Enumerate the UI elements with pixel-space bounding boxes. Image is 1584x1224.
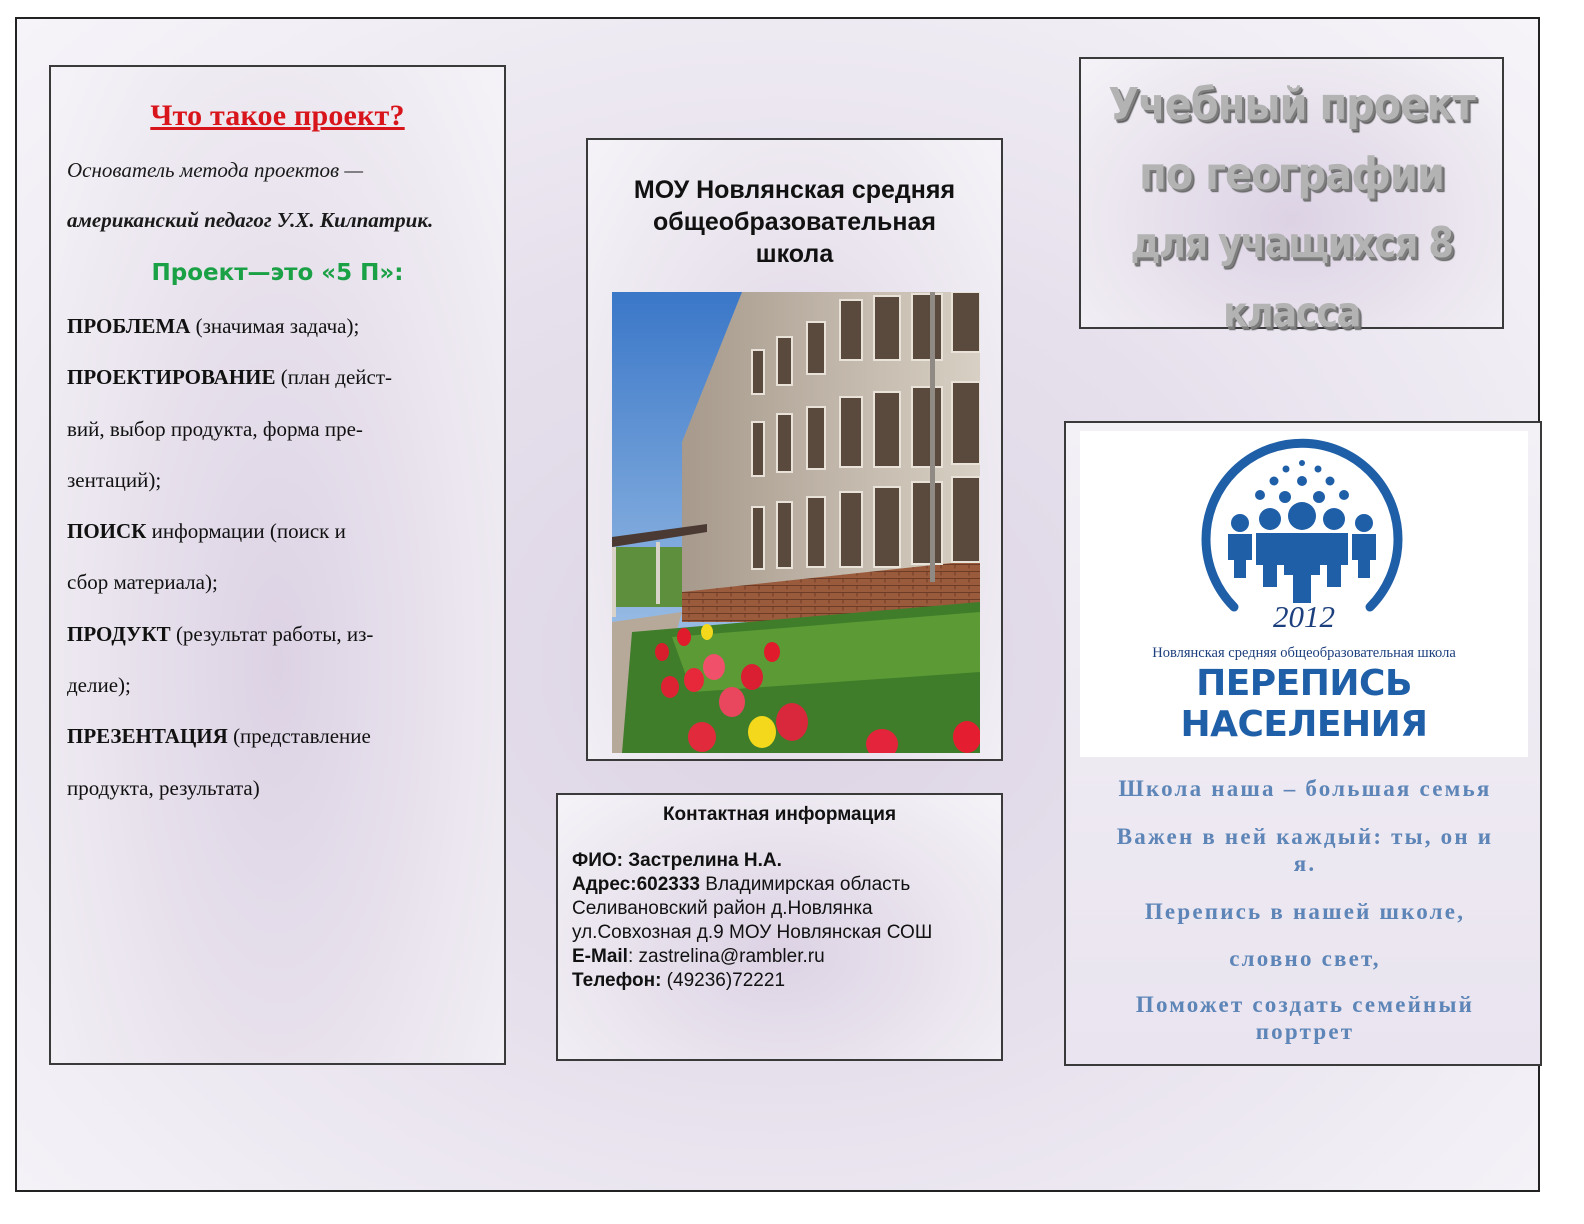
list-item: ПРОДУКТ (результат работы, из- <box>67 621 374 646</box>
school-panel <box>586 138 1003 761</box>
contact-title: Контактная информация <box>662 804 897 825</box>
list-item: ПОИСК информации (поиск и <box>67 519 346 544</box>
school-name: МОУ Новлянская средняя общеобразовательная школа <box>633 176 956 268</box>
list-item: ПРОБЛЕМА (значимая задача); <box>67 314 360 338</box>
contact-fio: ФИО: Застрелина Н.А. <box>572 850 782 871</box>
contact-address-line-2: Селивановский район д.Новлянка <box>572 898 873 919</box>
list-item-continued: сбор материала); <box>67 570 218 595</box>
list-item-continued: вий, выбор продукта, форма пре- <box>67 416 363 441</box>
poem-line: портрет <box>1255 1019 1355 1044</box>
census-school-name: Новлянская средняя общеобразовательная школа <box>1152 645 1456 661</box>
census-year: 2012 <box>1273 599 1335 634</box>
census-logo <box>1080 431 1528 757</box>
five-p-list <box>67 301 488 814</box>
founder-line-2: американский педагог У.Х. Килпатрик. <box>67 208 434 232</box>
poem-line: я. <box>1293 851 1317 876</box>
list-item-continued: делие); <box>67 673 131 698</box>
list-item-continued: зентаций); <box>67 467 162 492</box>
contact-address: Адрес:602333 Владимирская область <box>572 874 911 895</box>
what-is-project-panel <box>49 65 506 1065</box>
list-item: ПРЕЗЕНТАЦИЯ (представление <box>67 724 371 749</box>
project-heading: Учебный проект по географии для учащихся 8 класса <box>1108 79 1475 337</box>
poem-line: Поможет создать семейный <box>1135 992 1475 1017</box>
contact-details <box>572 849 987 993</box>
census-title: ПЕРЕПИСЬ НАСЕЛЕНИЯ <box>1180 663 1428 745</box>
census-panel <box>1064 421 1542 1066</box>
contact-address-line-3: ул.Совхозная д.9 МОУ Новлянская СОШ <box>572 922 933 943</box>
poem-line: словно свет, <box>1229 946 1381 971</box>
poem-line: Школа наша – большая семья <box>1118 776 1492 801</box>
contact-info-panel <box>556 793 1003 1061</box>
poem-line: Важен в ней каждый: ты, он и <box>1116 824 1494 849</box>
school-building-photo <box>612 292 980 753</box>
project-title-panel <box>1079 57 1504 337</box>
founder-line-1: Основатель метода проектов — <box>67 158 364 182</box>
contact-email: E-Mail: zastrelina@rambler.ru <box>572 946 825 967</box>
list-item: ПРОЕКТИРОВАНИЕ (план дейст- <box>67 365 393 390</box>
list-item-continued: продукта, результата) <box>67 775 260 800</box>
panel-title: Что такое проект? <box>150 99 405 132</box>
five-p-heading: Проект—это «5 П»: <box>151 260 404 286</box>
poem-line: Перепись в нашей школе, <box>1144 899 1466 924</box>
contact-phone: Телефон: (49236)72221 <box>572 970 786 991</box>
